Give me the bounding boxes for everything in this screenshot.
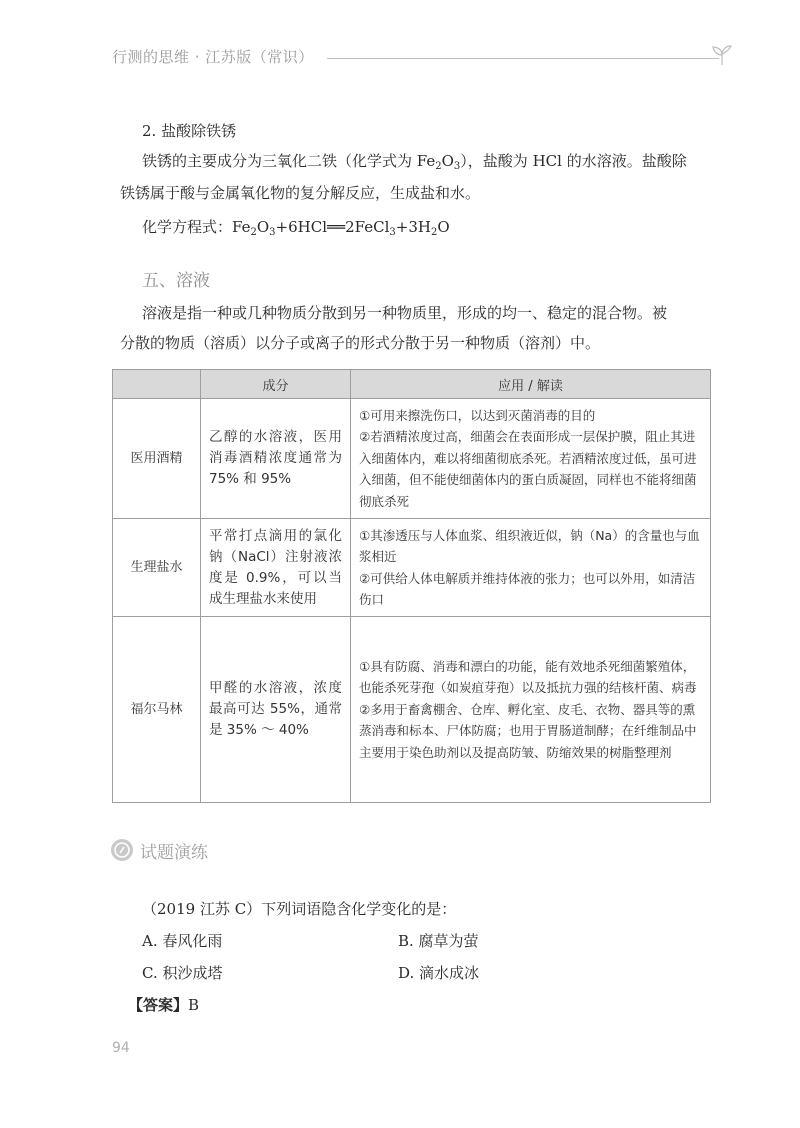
practice-badge-icon [111,839,133,861]
section-title-solution: 五、溶液 [142,271,210,291]
table-row [113,617,711,803]
row-name: 生理盐水 [113,519,201,617]
row-composition: 乙醇的水溶液，医用消毒酒精浓度通常为75% 和 95% [201,399,351,519]
chemical-equation: 化学方程式：$Fe_2O_3+6HCl══2FeCl_3+3H_2O$ [142,218,450,238]
solution-paragraph-line1: 溶液是指一种或几种物质分散到另一种物质里，形成的均一、稳定的混合物。被 [142,304,668,322]
row-application: ①其渗透压与人体血浆、组织液近似，钠（Na）的含量也与血浆相近 ②可供给人体电解质并维持体液的张力；也可以外用，如清洁伤口 [351,519,711,617]
option-d: D. 滴水成冰 [398,964,480,982]
table-row [113,519,711,617]
answer-value: B [188,996,200,1014]
answer-line [128,994,199,1015]
rust-paragraph-line1: 铁锈的主要成分为三氧化二铁（化学式为 $Fe_2O_3$），盐酸为 HCl 的水溶液。盐酸除 [142,152,687,172]
solution-table [112,369,711,803]
option-a: A. 春风化雨 [142,932,223,950]
sprout-icon [710,44,734,66]
rust-paragraph-line2: 铁锈属于酸与金属氧化物的复分解反应，生成盐和水。 [120,184,481,202]
row-name: 福尔马林 [113,617,201,803]
practice-title: 试题演练 [140,843,208,863]
running-header [112,44,732,74]
subheading-rust: 2. 盐酸除铁锈 [142,122,237,140]
row-composition: 平常打点滴用的氯化钠（NaCl）注射液浓度是 0.9%，可以当成生理盐水来使用 [201,519,351,617]
table-header-cell: 成分 [201,370,351,399]
table-header-cell: 应用 / 解读 [351,370,711,399]
table-header-cell [113,370,201,399]
option-b: B. 腐草为萤 [398,932,479,950]
solution-paragraph-line2: 分散的物质（溶质）以分子或离子的形式分散于另一种物质（溶剂）中。 [120,334,601,352]
question-text: （2019 江苏 C）下列词语隐含化学变化的是： [142,900,457,918]
header-title: 行测的思维 · 江苏版（常识） [112,48,314,66]
row-name: 医用酒精 [113,399,201,519]
option-c: C. 积沙成塔 [142,964,223,982]
row-application: ①具有防腐、消毒和漂白的功能，能有效地杀死细菌繁殖体，也能杀死芽孢（如炭疽芽孢）以及抵抗力强的结核杆菌、病毒 ②多用于畜禽棚舍、仓库、孵化室、皮毛、衣物、器具等的熏蒸消毒和标本、尸体防腐；也用于胃肠道制酵；在纤维制品中主要用于染色助剂以及提高防皱、防缩效果的树脂整理剂 [351,617,711,803]
header-rule [327,58,719,59]
page-number: 94 [112,1040,130,1056]
table-header-row [113,370,711,399]
table-row [113,399,711,519]
row-composition: 甲醛的水溶液，浓度最高可达 55%，通常是 35% ～ 40% [201,617,351,803]
answer-label: 【答案】 [128,996,189,1014]
equals-arrow: ══ [327,218,346,236]
row-application: ①可用来擦洗伤口，以达到灭菌消毒的目的 ②若酒精浓度过高，细菌会在表面形成一层保护膜，阻止其进入细菌体内，难以将细菌彻底杀死。若酒精浓度过低，虽可进入细菌，但不能使细菌体内的蛋白质凝固，同样也不能将细菌彻底杀死 [351,399,711,519]
